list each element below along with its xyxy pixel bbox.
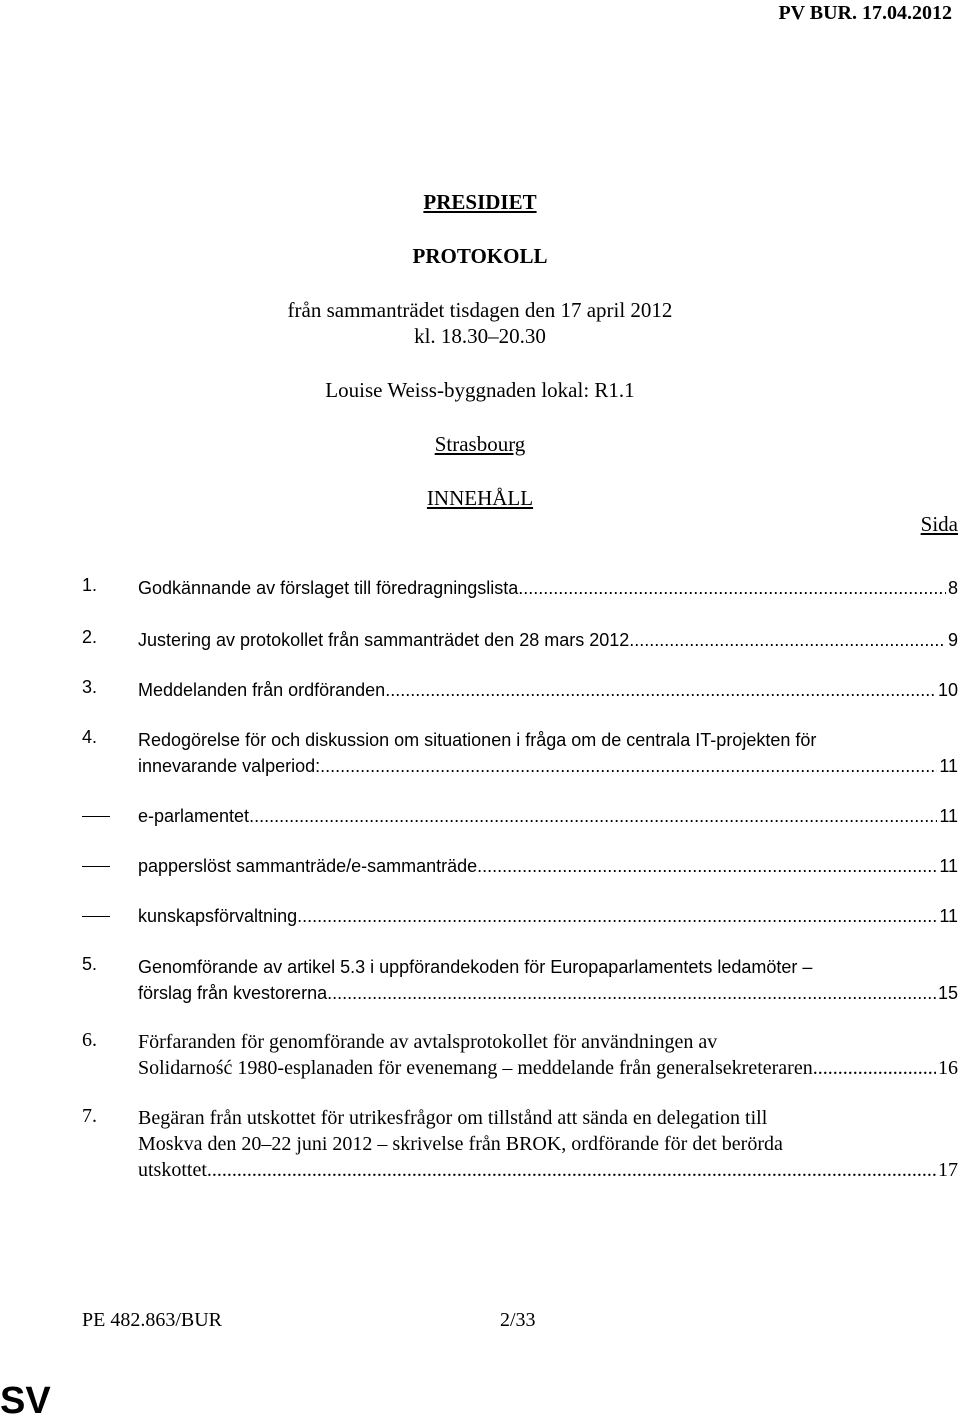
toc-item-number: 4. (82, 727, 98, 747)
dash-bullet (82, 816, 110, 817)
document-reference: PV BUR. 17.04.2012 (778, 2, 952, 24)
toc-item-3[interactable] (82, 677, 958, 703)
toc-item-title: kunskapsförvaltning (138, 906, 298, 926)
leader-dots (518, 575, 946, 601)
toc-item-4[interactable] (82, 727, 958, 779)
leader-dots (629, 627, 946, 653)
toc-item-title-line-1: Genomförande av artikel 5.3 i uppförandekoden för Europaparlamentets ledamöter – (138, 957, 813, 977)
session-time: kl. 18.30–20.30 (414, 324, 546, 348)
toc-item-page: 15 (937, 983, 958, 1003)
venue-building: Louise Weiss-byggnaden lokal: R1.1 (325, 378, 635, 402)
toc-item-number: 7. (82, 1105, 97, 1127)
toc-item-title-line-2: Moskva den 20–22 juni 2012 – skrivelse från BROK, ordförande för det berörda (138, 1133, 783, 1155)
toc-item-number: 1. (82, 575, 98, 595)
leader-dots (385, 677, 936, 703)
page-column-label: Sida (920, 512, 958, 536)
toc-subitem-paperless-meeting[interactable] (82, 853, 958, 879)
footer-document-number: PE 482.863/BUR (82, 1309, 223, 1331)
toc-item-title: Meddelanden från ordföranden (138, 680, 386, 700)
toc-item-title-line-1: Förfaranden för genomförande av avtalsprotokollet för användningen av (138, 1031, 718, 1053)
language-code: SV (0, 1380, 51, 1422)
toc-item-title-line-2: Solidarność 1980-esplanaden för evenemang – meddelande från generalsekreteraren. (138, 1057, 818, 1079)
toc-item-page: 10 (937, 680, 958, 700)
toc-item-number: 2. (82, 627, 98, 647)
toc-item-number: 3. (82, 677, 98, 697)
session-date: från sammanträdet tisdagen den 17 april 2012 (287, 298, 673, 322)
toc-item-7[interactable] (82, 1105, 958, 1183)
toc-item-title: e-parlamentet (138, 806, 250, 826)
leader-dots (249, 803, 937, 829)
toc-subitem-knowledge-management[interactable] (82, 903, 958, 929)
venue-city: Strasbourg (434, 432, 526, 456)
toc-item-title-line-1: Redogörelse för och diskussion om situationen i fråga om de centrala IT-projekten för (138, 730, 817, 750)
leader-dots (320, 753, 937, 779)
toc-item-page: 11 (939, 856, 958, 876)
toc-item-title-line-3: utskottet (138, 1159, 207, 1181)
toc-item-page: 11 (939, 906, 958, 926)
toc-item-1[interactable] (82, 575, 958, 601)
toc-item-5[interactable] (82, 954, 958, 1006)
toc-item-title: Godkännande av förslaget till föredragningslista (138, 578, 519, 598)
leader-dots (818, 1055, 936, 1081)
dash-bullet (82, 866, 110, 867)
dash-bullet (82, 916, 110, 917)
leader-dots (327, 980, 936, 1006)
toc-item-number: 6. (82, 1029, 97, 1051)
leader-dots (297, 903, 937, 929)
document-type: PROTOKOLL (412, 244, 548, 268)
toc-item-page: 8 (947, 578, 958, 598)
body-title: PRESIDIET (423, 190, 537, 214)
leader-dots (477, 853, 937, 879)
toc-item-page: 11 (939, 756, 958, 776)
toc-item-page: 9 (947, 630, 958, 650)
toc-item-6[interactable] (82, 1029, 958, 1081)
toc-item-title-line-2: förslag från kvestorerna (138, 983, 328, 1003)
toc-item-title-line-1: Begäran från utskottet för utrikesfrågor om tillstånd att sända en delegation till (138, 1107, 768, 1129)
toc-item-title: Justering av protokollet från sammanträdet den 28 mars 2012 (138, 630, 630, 650)
toc-item-number: 5. (82, 954, 98, 974)
toc-item-page: 16 (938, 1057, 958, 1079)
toc-item-page: 11 (939, 806, 958, 826)
toc-subitem-e-parliament[interactable] (82, 803, 958, 829)
toc-heading: INNEHÅLL (426, 486, 534, 510)
toc-item-page: 17 (938, 1159, 958, 1181)
toc-item-title: papperslöst sammanträde/e-sammanträde (138, 856, 478, 876)
leader-dots (207, 1157, 936, 1183)
toc-item-2[interactable] (82, 627, 958, 653)
footer-page-number: 2/33 (500, 1309, 536, 1331)
toc-item-title-line-2: innevarande valperiod: (138, 756, 321, 776)
